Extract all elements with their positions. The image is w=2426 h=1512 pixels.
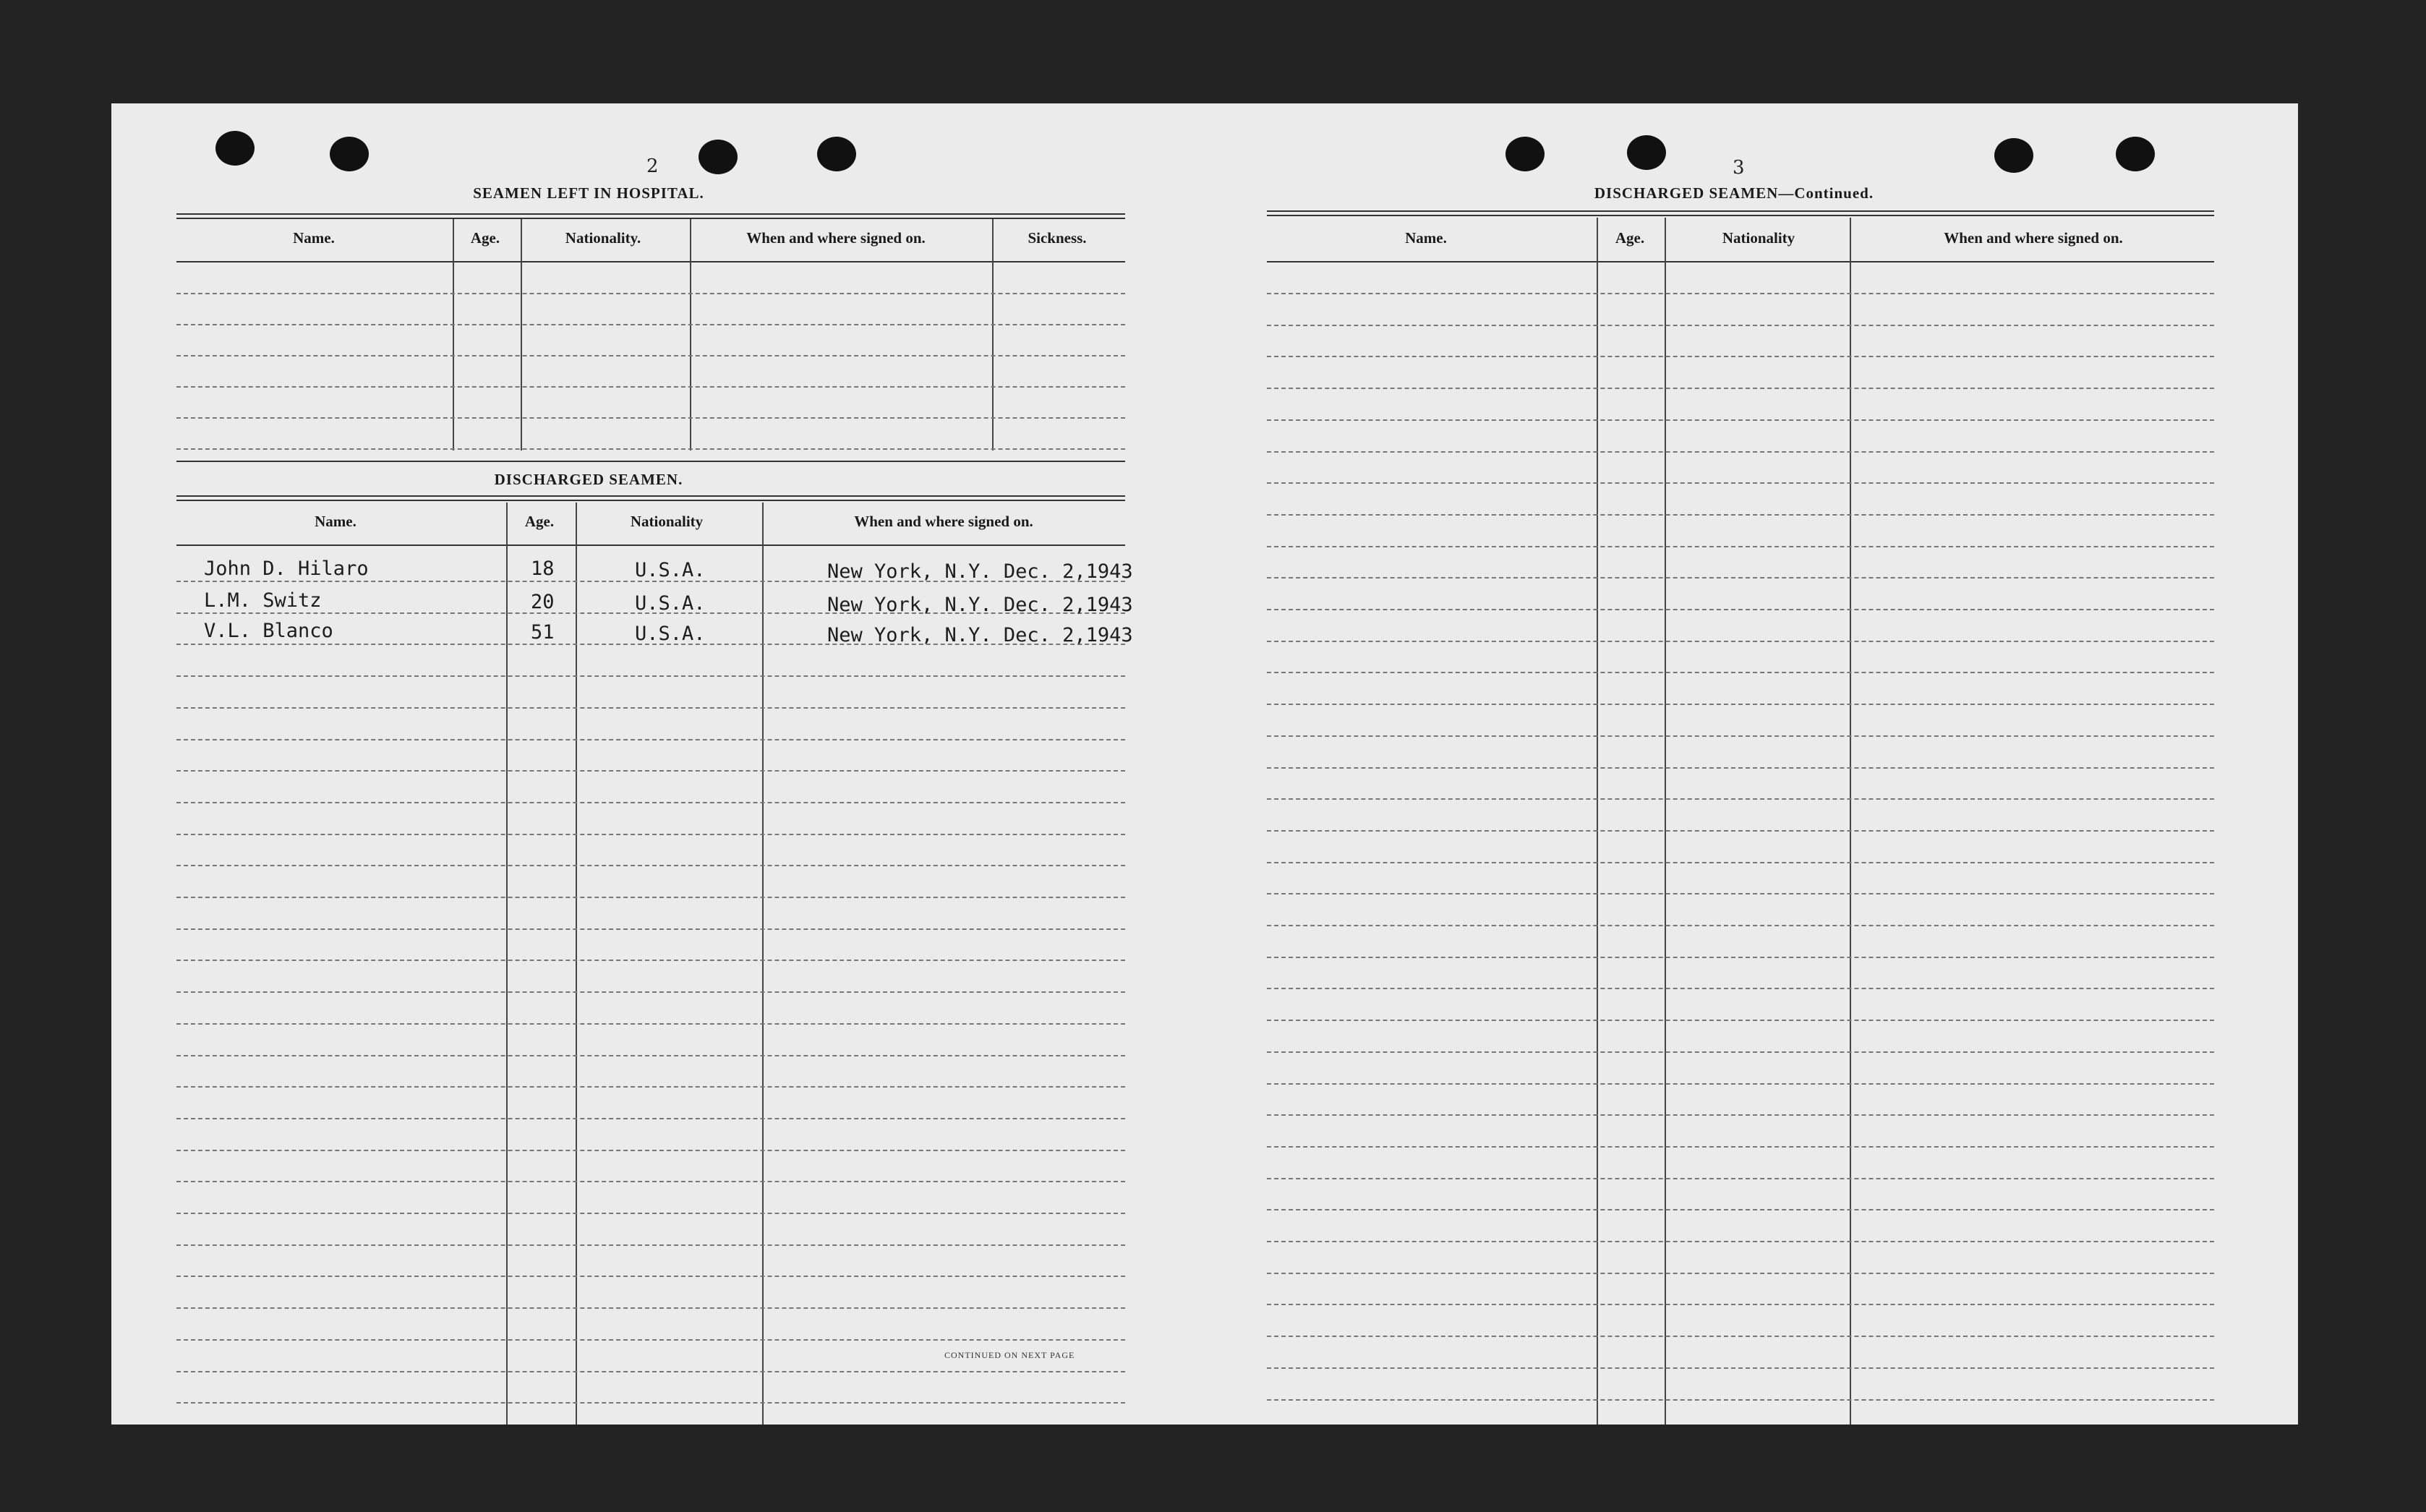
ruled-line: [176, 1023, 1125, 1025]
ruled-line: [1267, 482, 2214, 484]
hospital-col-name: Name.: [293, 229, 335, 247]
continued-col-divider: [1850, 218, 1851, 1425]
ruled-line: [1267, 1241, 2214, 1242]
ruled-line: [176, 448, 1125, 450]
right-page: [1206, 103, 2298, 1425]
hospital-col-signed-on: When and where signed on.: [746, 229, 926, 247]
ruled-line: [1267, 735, 2214, 737]
ruled-line: [1267, 1336, 2214, 1337]
ruled-line: [176, 1181, 1125, 1182]
punch-hole: [215, 131, 255, 166]
ruled-line: [176, 1402, 1125, 1404]
ruled-line: [176, 802, 1125, 803]
left-page: [111, 103, 1209, 1425]
seaman-name: L.M. Switz: [204, 589, 322, 612]
punch-hole: [1505, 137, 1545, 171]
continued-top-rule: [1267, 210, 2214, 216]
ruled-line: [1267, 704, 2214, 705]
continued-note: CONTINUED ON NEXT PAGE: [944, 1350, 1075, 1360]
ruled-line: [176, 865, 1125, 866]
seaman-signed-on: New York, N.Y. Dec. 2,1943: [827, 560, 1133, 583]
ruled-line: [1267, 1273, 2214, 1274]
ruled-line: [176, 355, 1125, 356]
hospital-col-divider: [690, 219, 691, 450]
discharged-top-rule: [176, 495, 1125, 501]
punch-hole: [1627, 135, 1666, 170]
ruled-line: [176, 991, 1125, 993]
ruled-line: [1267, 325, 2214, 326]
ruled-line: [176, 1276, 1125, 1277]
ruled-line: [176, 293, 1125, 294]
seaman-signed-on: New York, N.Y. Dec. 2,1943: [827, 594, 1133, 616]
discharged-col-divider: [506, 503, 508, 1425]
page-number: 2: [646, 155, 659, 177]
discharged-col-signed-on: When and where signed on.: [854, 513, 1033, 530]
ruled-line: [1267, 1209, 2214, 1210]
ruled-line: [176, 1307, 1125, 1309]
ruled-line: [176, 1339, 1125, 1341]
ruled-line: [176, 386, 1125, 388]
seaman-signed-on: New York, N.Y. Dec. 2,1943: [827, 624, 1133, 646]
ruled-line: [176, 897, 1125, 898]
punch-hole: [817, 137, 856, 171]
continued-header-rule: [1267, 261, 2214, 262]
hospital-bottom-rule: [176, 461, 1125, 462]
seaman-nationality: U.S.A.: [635, 559, 706, 581]
ruled-line: [176, 928, 1125, 930]
continued-col-name: Name.: [1405, 229, 1447, 247]
seaman-nationality: U.S.A.: [635, 592, 706, 615]
ruled-line: [1267, 925, 2214, 926]
seaman-age: 20: [531, 591, 555, 613]
ruled-line: [1267, 609, 2214, 610]
ruled-line: [1267, 514, 2214, 516]
discharged-col-divider: [762, 503, 764, 1425]
seaman-age: 51: [531, 621, 555, 644]
ruled-line: [1267, 1399, 2214, 1401]
hospital-col-divider: [521, 219, 522, 450]
ruled-line: [176, 417, 1125, 419]
ruled-line: [1267, 546, 2214, 547]
ruled-line: [1267, 893, 2214, 894]
seaman-nationality: U.S.A.: [635, 623, 706, 645]
hospital-col-sickness: Sickness.: [1028, 229, 1087, 247]
ruled-line: [176, 739, 1125, 740]
ruled-line: [1267, 798, 2214, 800]
discharged-col-age: Age.: [524, 513, 555, 530]
ruled-line: [176, 960, 1125, 961]
ruled-line: [1267, 1020, 2214, 1021]
discharged-col-divider: [576, 503, 577, 1425]
continued-section-title: DISCHARGED SEAMEN—Continued.: [1594, 184, 1874, 202]
discharged-section-title: DISCHARGED SEAMEN.: [494, 471, 683, 488]
hospital-col-age: Age.: [470, 229, 500, 247]
hospital-col-nationality: Nationality.: [565, 229, 641, 247]
ruled-line: [176, 675, 1125, 677]
ruled-line: [176, 1244, 1125, 1246]
ruled-line: [176, 1118, 1125, 1119]
ruled-line: [1267, 672, 2214, 673]
punch-hole: [2116, 137, 2155, 171]
ruled-line: [176, 324, 1125, 325]
ruled-line: [1267, 388, 2214, 389]
hospital-header-rule: [176, 261, 1125, 262]
ruled-line: [176, 1213, 1125, 1214]
ruled-line: [1267, 641, 2214, 642]
ruled-line: [1267, 419, 2214, 421]
ruled-line: [1267, 1083, 2214, 1085]
seaman-age: 18: [531, 558, 555, 580]
ruled-line: [176, 1150, 1125, 1151]
ruled-line: [1267, 451, 2214, 453]
punch-hole: [699, 140, 738, 174]
punch-hole: [330, 137, 369, 171]
ruled-line: [176, 707, 1125, 709]
ruled-line: [176, 834, 1125, 835]
continued-col-age: Age.: [1615, 229, 1645, 247]
ruled-line: [1267, 356, 2214, 357]
ruled-line: [1267, 988, 2214, 989]
ruled-line: [176, 1086, 1125, 1088]
punch-hole: [1994, 138, 2033, 173]
ruled-line: [1267, 1304, 2214, 1305]
ruled-line: [1267, 1114, 2214, 1116]
hospital-col-divider: [453, 219, 454, 450]
continued-col-divider: [1597, 218, 1598, 1425]
hospital-section-title: SEAMEN LEFT IN HOSPITAL.: [473, 184, 704, 202]
ruled-line: [176, 1371, 1125, 1372]
seaman-name: V.L. Blanco: [204, 620, 333, 642]
continued-col-divider: [1665, 218, 1666, 1425]
ruled-line: [1267, 1178, 2214, 1179]
ruled-line: [1267, 830, 2214, 832]
seaman-name: John D. Hilaro: [204, 558, 369, 580]
ruled-line: [1267, 1367, 2214, 1369]
ruled-line: [176, 770, 1125, 772]
ruled-line: [1267, 577, 2214, 578]
ruled-line: [1267, 767, 2214, 769]
discharged-col-nationality: Nationality: [630, 513, 704, 530]
ruled-line: [1267, 293, 2214, 294]
continued-col-nationality: Nationality: [1722, 229, 1795, 247]
ruled-line: [1267, 1051, 2214, 1053]
ruled-line: [1267, 862, 2214, 863]
discharged-col-name: Name.: [315, 513, 356, 530]
continued-col-signed-on: When and where signed on.: [1944, 229, 2123, 247]
ruled-line: [176, 1055, 1125, 1056]
discharged-header-rule: [176, 544, 1125, 546]
ruled-line: [1267, 1146, 2214, 1148]
hospital-top-rule: [176, 213, 1125, 219]
page-number: 3: [1733, 157, 1745, 179]
hospital-col-divider: [992, 219, 994, 450]
ruled-line: [1267, 957, 2214, 958]
